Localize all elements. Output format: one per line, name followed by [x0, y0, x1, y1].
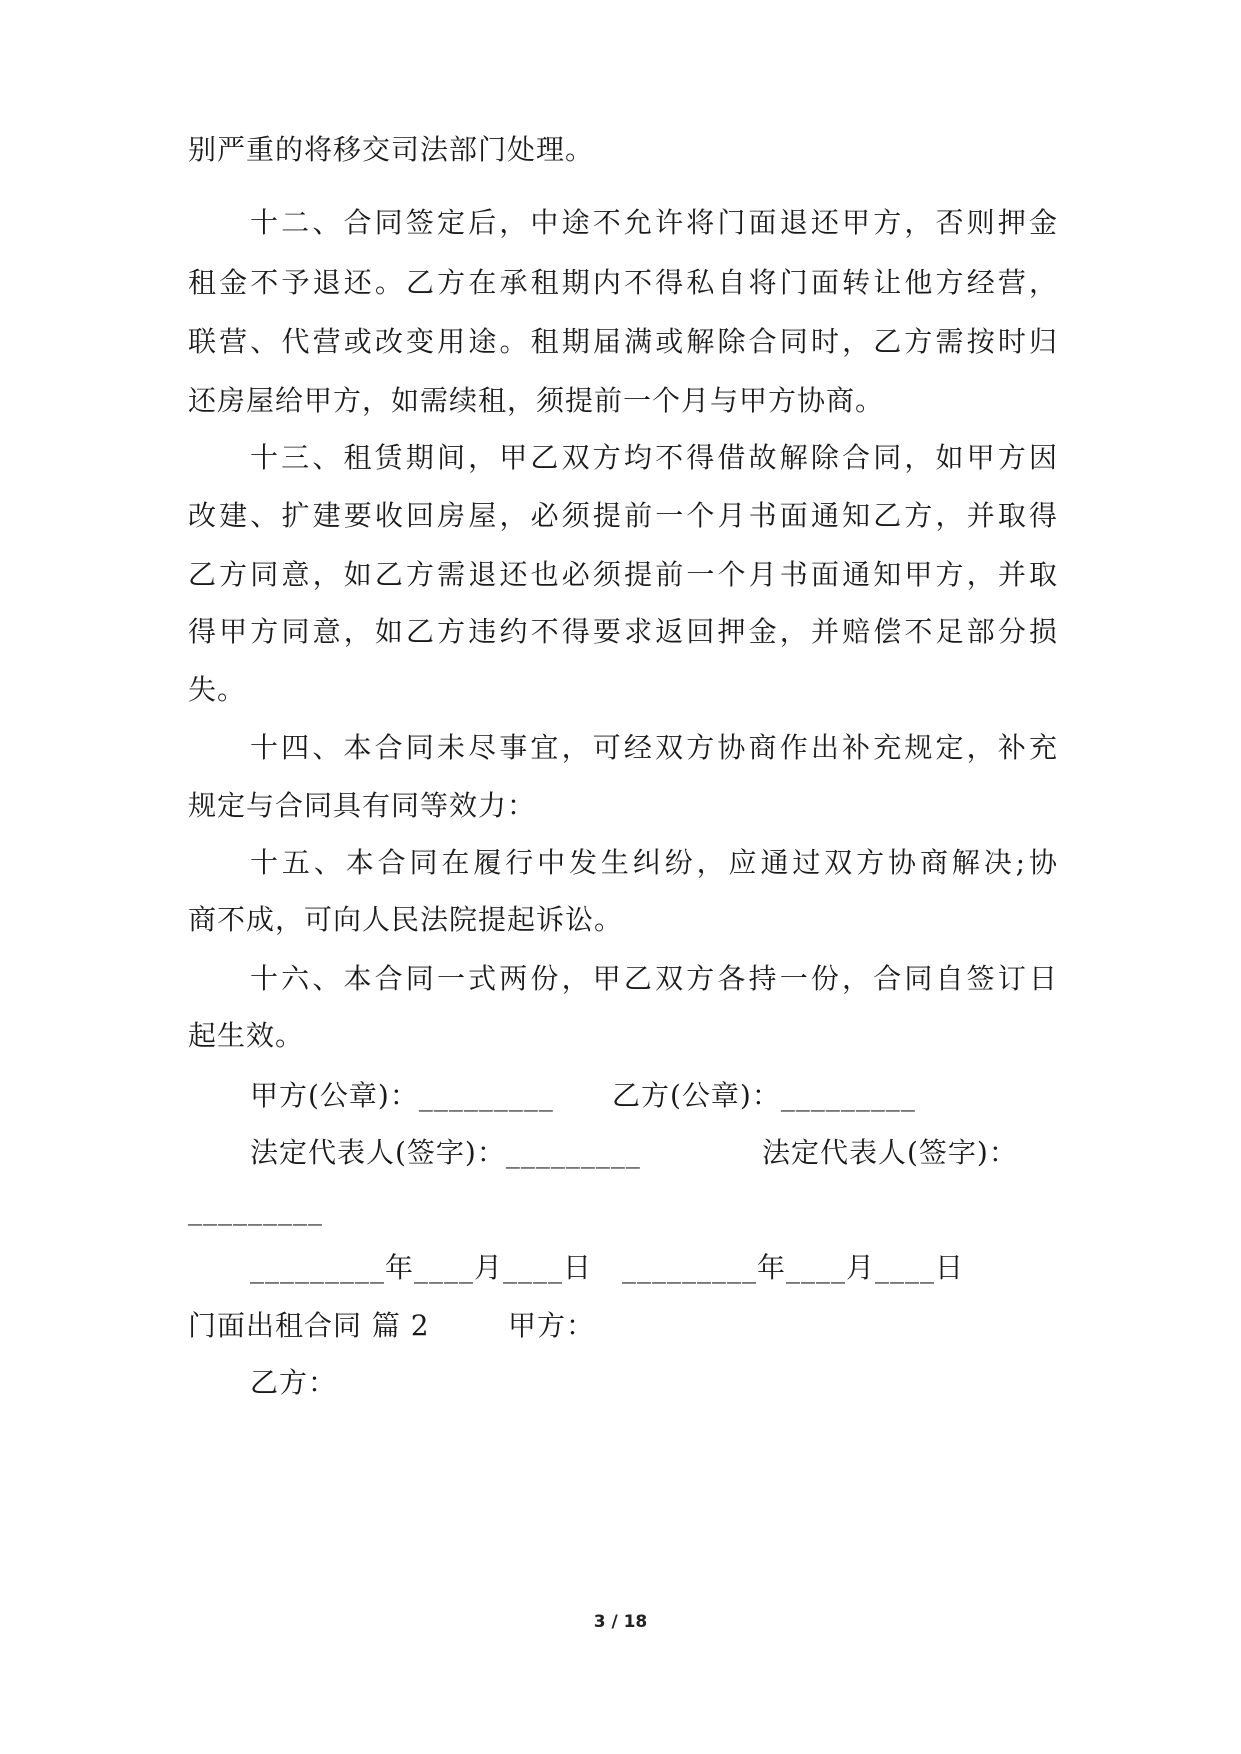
body-line: 商不成，可向人民法院提起诉讼。 [188, 903, 624, 936]
body-line: 联营、代营或改变用途。租期届满或解除合同时，乙方需按时归 [188, 325, 1058, 358]
body-line: 规定与合同具有同等效力： [188, 789, 537, 822]
body-line: 改建、扩建要收回房屋，必须提前一个月书面通知乙方，并取得 [188, 499, 1058, 532]
party-b-label: 乙方： [250, 1366, 338, 1399]
clause-15-line: 十五、本合同在履行中发生纠纷，应通过双方协商解决;协 [250, 846, 1058, 879]
section-title: 门面出租合同 篇 2 [188, 1309, 430, 1342]
party-a-seal-field: 甲方(公章)：_________ [250, 1079, 554, 1112]
clause-16-line: 十六、本合同一式两份，甲乙双方各持一份，合同自签订日 [250, 962, 1058, 995]
party-a-label: 甲方： [508, 1309, 596, 1342]
party-b-representative-field: 法定代表人(签字)： [762, 1136, 1018, 1169]
clause-12-line: 十二、合同签定后，中途不允许将门面退还甲方，否则押金 [250, 206, 1058, 239]
party-a-representative-field: 法定代表人(签字)：_________ [250, 1136, 641, 1169]
body-line: 别严重的将移交司法部门处理。 [188, 133, 595, 166]
page-number: 3 / 18 [593, 1612, 648, 1632]
body-line: 租金不予退还。乙方在承租期内不得私自将门面转让他方经营， [188, 266, 1058, 299]
body-line: 还房屋给甲方，如需续租，须提前一个月与甲方协商。 [188, 384, 885, 417]
body-line: 得甲方同意，如乙方违约不得要求返回押金，并赔偿不足部分损 [188, 615, 1058, 648]
clause-13-line: 十三、租赁期间，甲乙双方均不得借故解除合同，如甲方因 [250, 441, 1058, 474]
clause-14-line: 十四、本合同未尽事宜，可经双方协商作出补充规定，补充 [250, 731, 1058, 764]
party-b-seal-field: 乙方(公章)：_________ [612, 1079, 916, 1112]
body-line: 起生效。 [188, 1019, 305, 1052]
party-b-representative-line: _________ [188, 1193, 323, 1226]
body-line: 乙方同意，如乙方需退还也必须提前一个月书面通知甲方，并取 [188, 558, 1058, 591]
party-a-date-field: _________年____月____日 [250, 1251, 593, 1284]
body-line: 失。 [188, 673, 247, 706]
party-b-date-field: _________年____月____日 [622, 1251, 965, 1284]
